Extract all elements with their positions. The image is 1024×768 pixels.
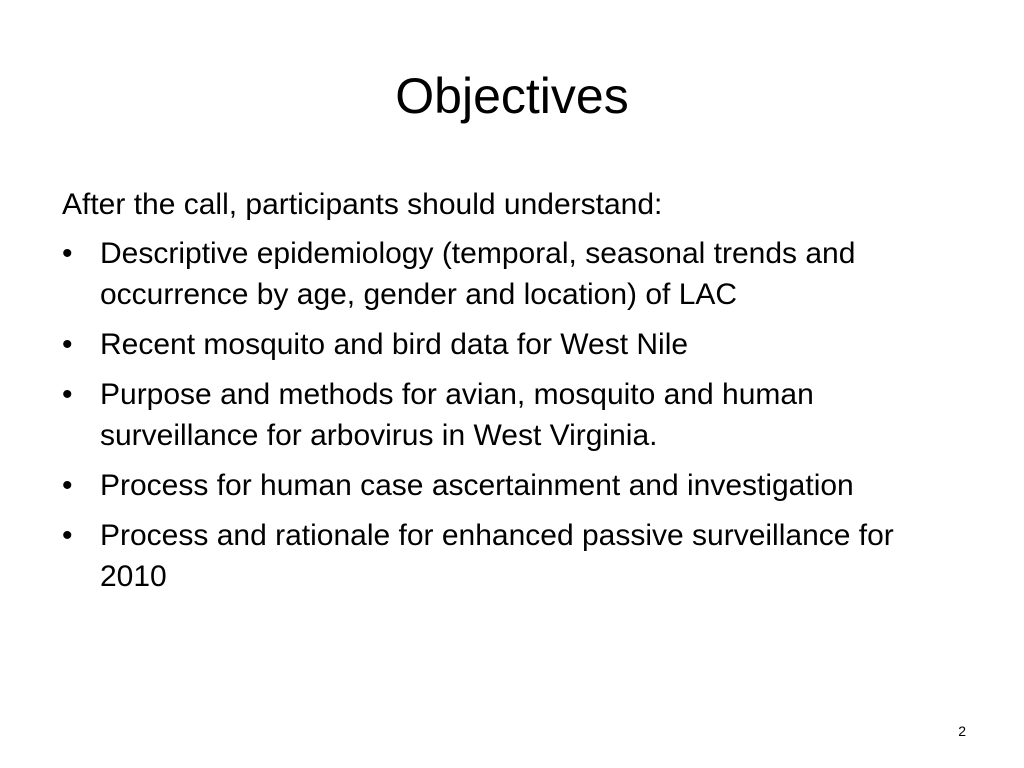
list-item-text: Process for human case ascertainment and investigation [100, 469, 854, 502]
list-item-text: Descriptive epidemiology (temporal, seasonal trends and occurrence by age, gender and location) of LAC [100, 237, 856, 311]
page-number: 2 [958, 723, 966, 739]
bullet-icon: • [62, 519, 73, 552]
bullet-icon: • [62, 328, 73, 361]
bullet-icon: • [62, 469, 73, 502]
list-item [62, 515, 962, 597]
list-item [62, 324, 962, 365]
objectives-list [62, 233, 962, 597]
intro-text: After the call, participants should understand: [62, 188, 663, 221]
list-item [62, 465, 962, 506]
slide-title: Objectives [395, 68, 629, 124]
bullet-icon: • [62, 378, 73, 411]
list-item [62, 374, 962, 456]
list-item-text: Purpose and methods for avian, mosquito and human surveillance for arbovirus in West Virginia. [100, 378, 814, 452]
slide-body [62, 184, 962, 606]
list-item-text: Process and rationale for enhanced passive surveillance for 2010 [100, 519, 894, 593]
list-item [62, 233, 962, 315]
bullet-icon: • [62, 237, 73, 270]
list-item-text: Recent mosquito and bird data for West Nile [100, 328, 689, 361]
